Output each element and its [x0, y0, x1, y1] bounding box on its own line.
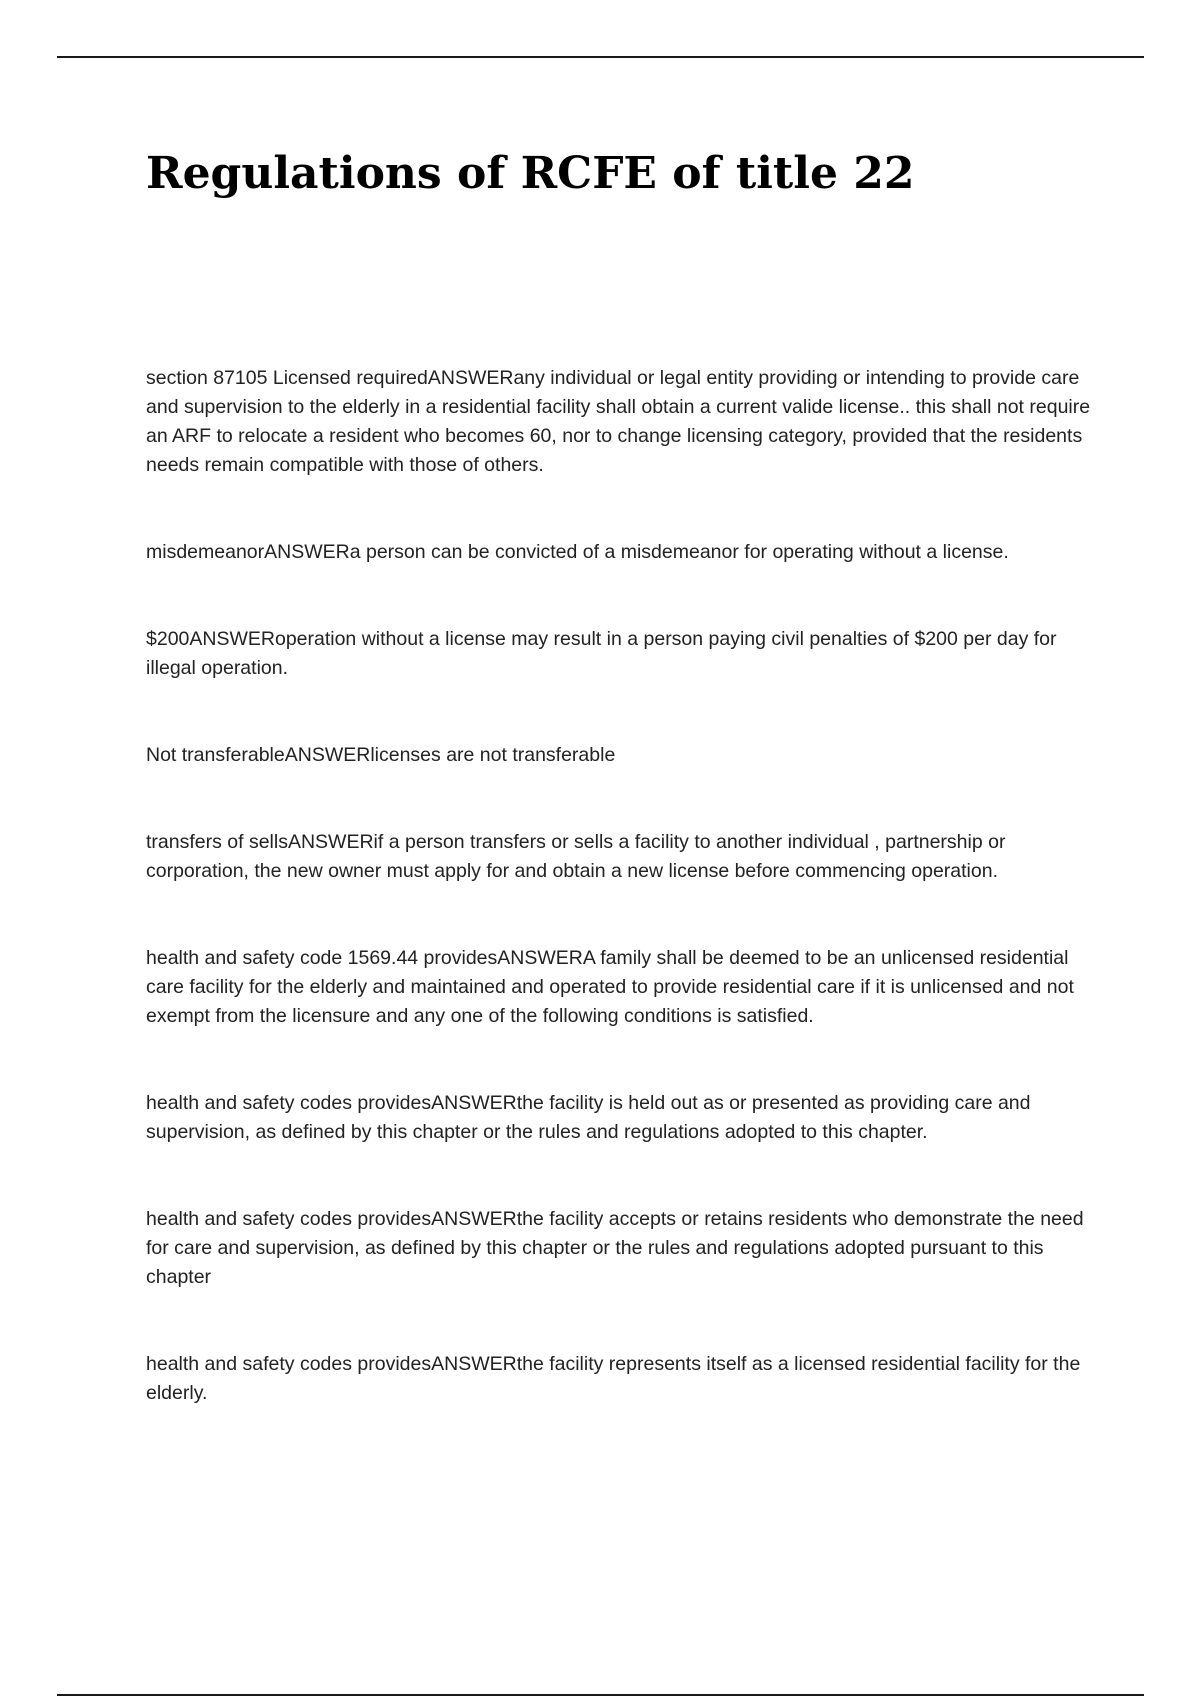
entry-health-safety-held-out: health and safety codes providesANSWERthe facility is held out as or presented as providing care and supervision, as defined by this chapter or the rules and regulations adopted to this chapter.	[146, 1092, 1031, 1143]
entry-not-transferable: Not transferableANSWERlicenses are not transferable	[146, 744, 616, 766]
entry-health-safety-accepts-residents: health and safety codes providesANSWERthe facility accepts or retains residents who demonstrate the need for care and supervision, as defined by this chapter or the rules and regulations adopted pursuant to this chapter	[146, 1208, 1084, 1288]
entry-licensed-required: section 87105 Licensed requiredANSWERany individual or legal entity providing or intending to provide care and supervision to the elderly in a residential facility shall obtain a current valide license.. this shall not require an ARF to relocate a resident who becomes 60, nor to change licensing category, provided that the residents needs remain compatible with those of others.	[146, 367, 1091, 476]
entry-health-safety-represents-licensed: health and safety codes providesANSWERthe facility represents itself as a licensed residential facility for the elderly.	[146, 1353, 1081, 1404]
entry-health-safety-1569-44: health and safety code 1569.44 providesANSWERA family shall be deemed to be an unlicensed residential care facility for the elderly and maintained and operated to provide residential care if it is unlicensed and not exempt from the licensure and any one of the following conditions is satisfied.	[146, 947, 1074, 1027]
entry-misdemeanor: misdemeanorANSWERa person can be convicted of a misdemeanor for operating without a license.	[146, 541, 1009, 563]
entry-civil-penalty: $200ANSWERoperation without a license may result in a person paying civil penalties of $200 per day for illegal operation.	[146, 628, 1057, 679]
entry-transfers-or-sells: transfers of sellsANSWERif a person transfers or sells a facility to another individual , partnership or corporation, the new owner must apply for and obtain a new license before commencing operation.	[146, 831, 1006, 882]
entry-list	[146, 364, 1096, 1466]
bottom-rule	[57, 1694, 1144, 1696]
document-title: Regulations of RCFE of title 22	[146, 148, 915, 199]
top-rule	[57, 56, 1144, 58]
